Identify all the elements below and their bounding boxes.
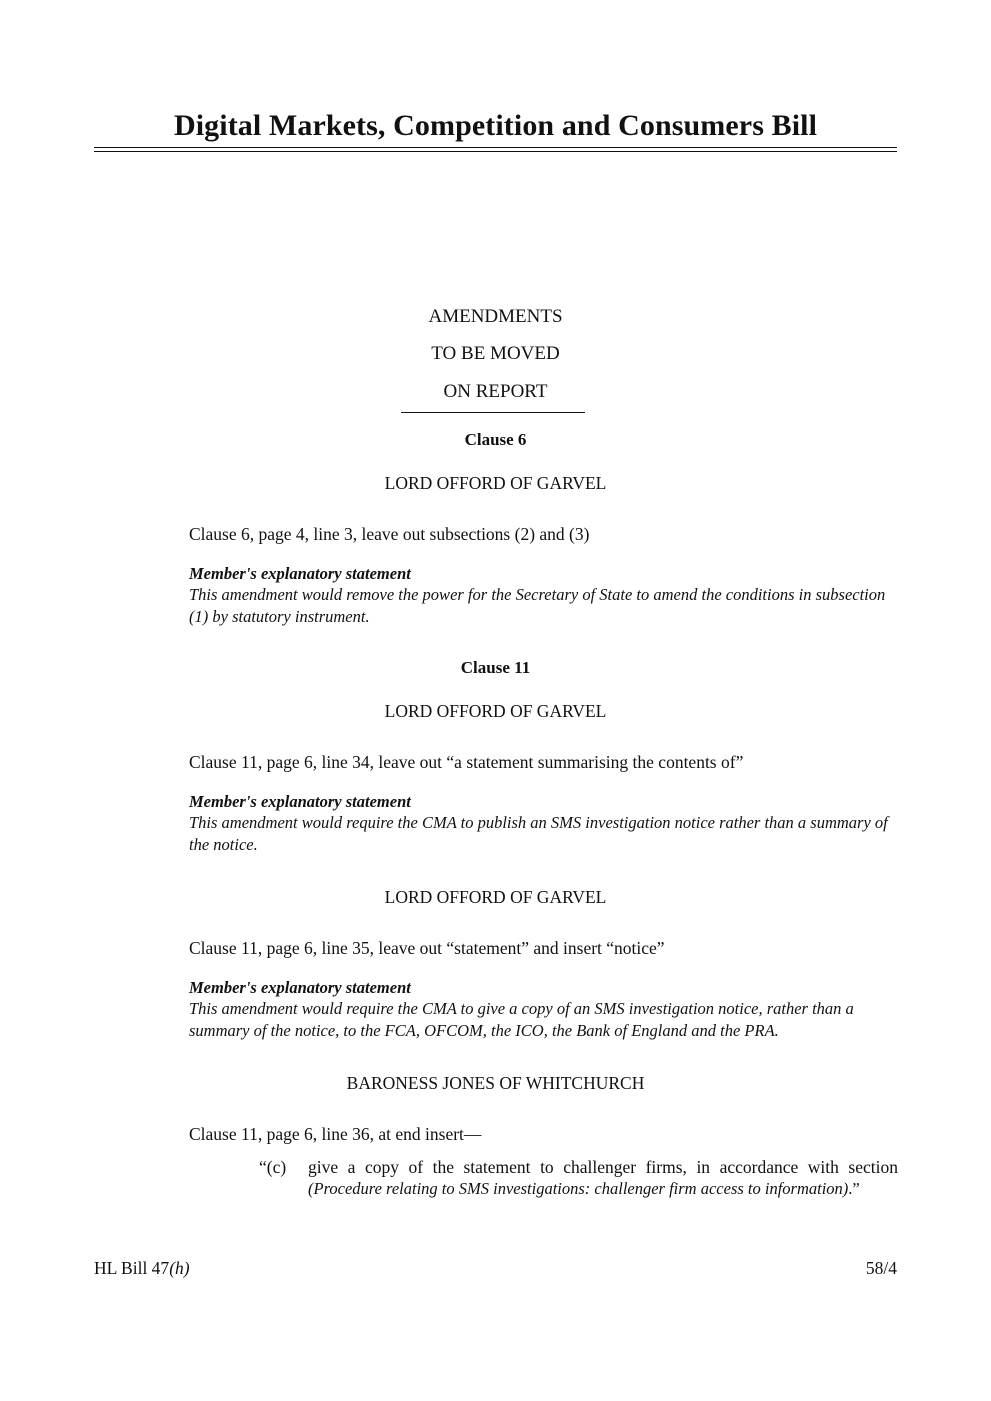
member-name: LORD OFFORD OF GARVEL xyxy=(384,473,607,493)
bill-title: Digital Markets, Competition and Consumers Bill xyxy=(173,109,818,142)
bill-suffix: (h) xyxy=(169,1258,190,1278)
title-rule-top xyxy=(94,147,897,148)
explanatory-statement-title: Member's explanatory statement xyxy=(189,564,411,583)
insert-paragraph-text: give a copy of the statement to challenger firms, in accordance with section xyxy=(308,1157,898,1177)
member-name: LORD OFFORD OF GARVEL xyxy=(384,887,607,907)
insert-paragraph-label: “(c) xyxy=(259,1157,287,1177)
insert-reference-title: (Procedure relating to SMS investigations: challenger firm access to information) xyxy=(308,1179,849,1198)
amendment-text: Clause 11, page 6, line 34, leave out “a statement summarising the contents of” xyxy=(189,752,744,772)
explanatory-statement-title: Member's explanatory statement xyxy=(189,978,411,997)
heading-line-amendments: AMENDMENTS xyxy=(428,306,563,327)
explanatory-statement-title: Member's explanatory statement xyxy=(189,792,411,811)
clause-heading: Clause 11 xyxy=(460,658,531,677)
explanatory-statement-body: This amendment would require the CMA to give a copy of an SMS investigation notice, rather than a summary of the notice, to the FCA, OFCOM, the ICO, the Bank of England and the PRA. xyxy=(189,999,854,1040)
amendment-text: Clause 11, page 6, line 36, at end insert— xyxy=(189,1124,482,1144)
insert-paragraph-reference xyxy=(308,1178,898,1200)
title-rule-bottom xyxy=(94,151,897,152)
explanatory-statement-body: This amendment would require the CMA to publish an SMS investigation notice rather than a summary of the notice. xyxy=(189,813,888,854)
member-name: BARONESS JONES OF WHITCHURCH xyxy=(346,1073,645,1093)
heading-line-on-report: ON REPORT xyxy=(443,381,548,402)
explanatory-statement-body: This amendment would remove the power for the Secretary of State to amend the conditions in subsection (1) by statutory instrument. xyxy=(189,585,886,626)
amendment-text: Clause 11, page 6, line 35, leave out “statement” and insert “notice” xyxy=(189,938,665,958)
member-name: LORD OFFORD OF GARVEL xyxy=(384,701,607,721)
clause-heading: Clause 6 xyxy=(464,430,527,449)
bill-number: HL Bill 47 xyxy=(94,1258,170,1278)
heading-divider xyxy=(401,412,585,413)
footer-page-reference: 58/4 xyxy=(865,1258,897,1278)
footer-bill-reference xyxy=(94,1257,190,1279)
heading-line-to-be-moved: TO BE MOVED xyxy=(431,343,560,364)
insert-reference-close: .” xyxy=(848,1179,860,1198)
amendment-text: Clause 6, page 4, line 3, leave out subsections (2) and (3) xyxy=(189,524,590,544)
